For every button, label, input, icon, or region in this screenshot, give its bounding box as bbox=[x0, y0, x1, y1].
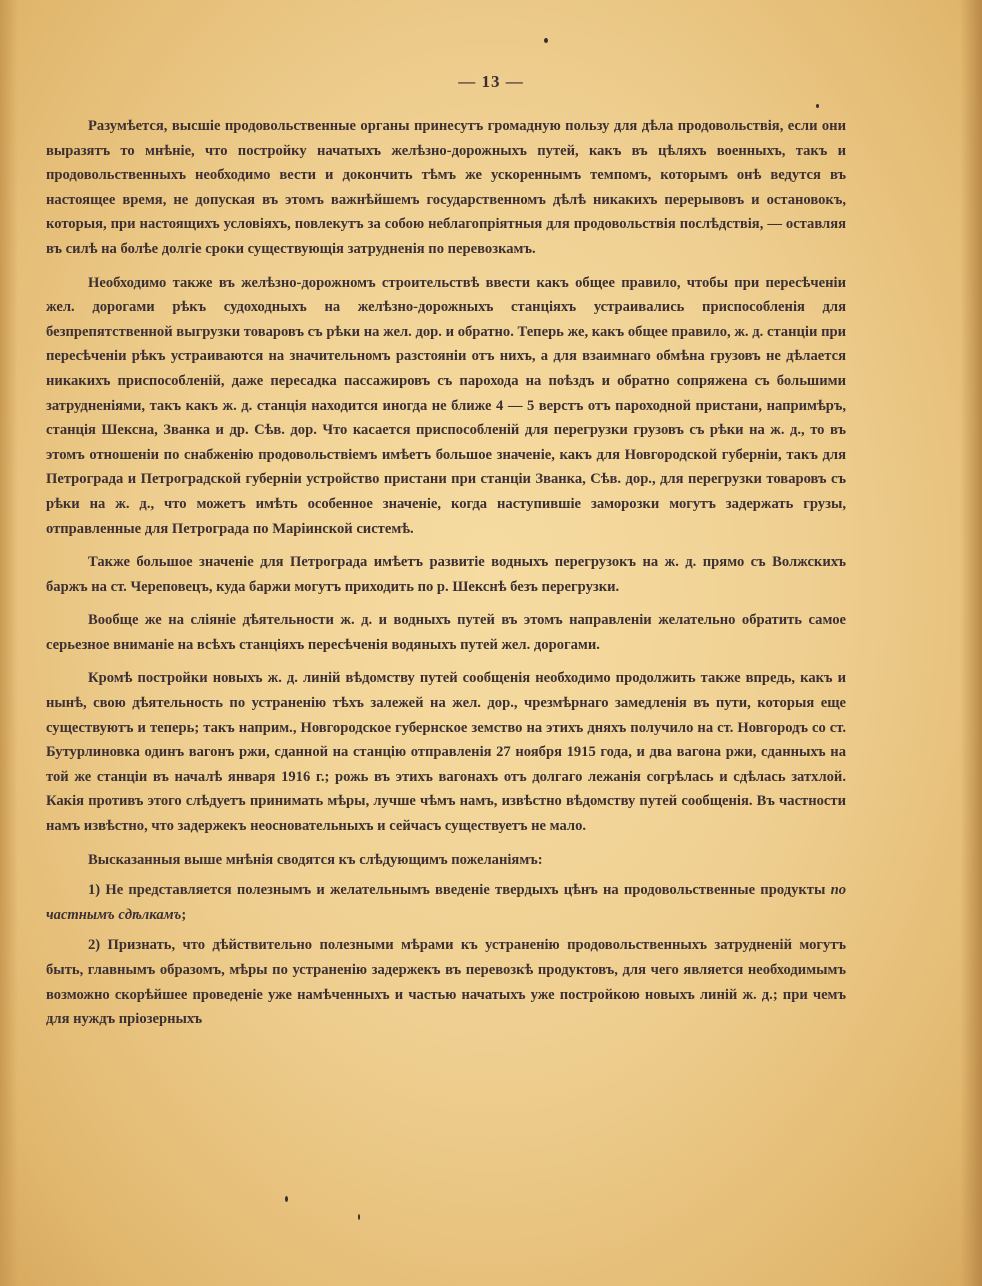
ink-speck bbox=[358, 1214, 360, 1220]
page-right-edge-shadow bbox=[960, 0, 982, 1286]
wish-item-1-end: ; bbox=[181, 906, 187, 923]
wish-item-2: 2) Признать, что дѣйствительно полезными мѣрами къ устраненію продовольственныхъ затрудненій могутъ быть, главнымъ образомъ, мѣры по устраненію задержекъ въ перевозкѣ продуктовъ, для чего является необходимымъ возможно скорѣйшее проведеніе уже намѣченныхъ и частью начатыхъ уже постройкою новыхъ линій ж. д.; при чемъ для нуждъ пріозерныхъ bbox=[46, 937, 846, 1028]
body-text bbox=[46, 114, 846, 1038]
wish-item-1 bbox=[46, 878, 846, 927]
wish-item-1-text: 1) Не представляется полезнымъ и желательнымъ введеніе твердыхъ цѣнъ на продовольственные продукты bbox=[88, 882, 831, 899]
paragraph: Необходимо также въ желѣзно-дорожномъ строительствѣ ввести какъ общее правило, чтобы при пересѣченіи жел. дорогами рѣкъ судоходныхъ на желѣзно-дорожныхъ станціяхъ устраивались приспособленія для безпрепятственной выгрузки товаровъ съ рѣки на жел. дор. и обратно. Теперь же, какъ общее правило, ж. д. станціи при пересѣченіи рѣкъ устраиваются на значительномъ разстояніи отъ нихъ, а для взаимнаго обмѣна грузовъ не дѣлается никакихъ приспособленій, даже пересадка пассажировъ съ парохода на поѣздъ и обратно сопряжена съ большими затрудненіями, такъ какъ ж. д. станція находится иногда не ближе 4 — 5 верстъ отъ пароходной пристани, напримѣръ, станція Шексна, Званка и др. Сѣв. дор. Что касается приспособленій для перегрузки грузовъ съ рѣки на ж. д., то въ этомъ отношеніи по снабженію продовольствіемъ имѣетъ большое значеніе, какъ для Новгородской губерніи, такъ для Петрограда и Петроградской губерніи устройство пристани при станціи Званка, Сѣв. дор., для перегрузки товаровъ съ рѣки на ж. д., что можетъ имѣть особенное значеніе, когда наступившіе заморозки могутъ задержать грузы, отправленные для Петрограда по Маріинской системѣ. bbox=[46, 274, 846, 537]
page-left-edge-shadow bbox=[0, 0, 18, 1286]
paragraph: Разумѣется, высшіе продовольственные органы принесутъ громадную пользу для дѣла продовольствія, если они выразятъ то мнѣніе, что постройку начатыхъ желѣзно-дорожныхъ путей, какъ въ цѣляхъ военныхъ, такъ и продовольственныхъ необходимо вести и докончить тѣмъ же ускореннымъ темпомъ, которымъ онѣ ведутся въ настоящее время, не допуская въ этомъ важнѣйшемъ государственномъ дѣлѣ никакихъ перерывовъ и остановокъ, которыя, при настоящихъ условіяхъ, повлекутъ за собою неблагопріятныя для продовольствія послѣдствія, — оставляя въ силѣ на болѣе долгіе сроки существующія затрудненія по перевозкамъ. bbox=[46, 118, 846, 257]
wish-item-1-italic: по частнымъ сдѣлкамъ bbox=[46, 882, 846, 923]
ink-speck bbox=[285, 1196, 288, 1202]
paragraph: Также большое значеніе для Петрограда имѣетъ развитіе водныхъ перегрузокъ на ж. д. прямо съ Волжскихъ баржъ на ст. Череповецъ, куда баржи могутъ приходить по р. Шекснѣ безъ перегрузки. bbox=[46, 554, 846, 595]
page-number: — 13 — bbox=[458, 72, 524, 91]
paragraph: Высказанныя выше мнѣнія сводятся къ слѣдующимъ пожеланіямъ: bbox=[88, 851, 543, 868]
paragraph: Кромѣ постройки новыхъ ж. д. линій вѣдомству путей сообщенія необходимо продолжить также впредь, какъ и нынѣ, свою дѣятельность по устраненію тѣхъ залежей на жел. дор., чрезмѣрнаго замедленія въ пути, которыя еще существуютъ и теперь; такъ наприм., Новгородское губернское земство на этихъ дняхъ получило на ст. Новгородъ со ст. Бутурлиновка одинъ вагонъ ржи, сданной на станцію отправленія 27 ноября 1915 года, и два вагона ржи, сданныхъ на той же станціи въ началѣ января 1916 г.; рожь въ этихъ вагонахъ отъ долгаго лежанія согрѣлась и сдѣлась затхлой. Какія противъ этого слѣдуетъ принимать мѣры, лучше чѣмъ намъ, извѣстно вѣдомству путей сообщенія. Въ частности намъ извѣстно, что задержекъ неосновательныхъ и сейчасъ существуетъ не мало. bbox=[46, 670, 846, 835]
ink-speck bbox=[816, 104, 819, 108]
paragraph: Вообще же на сліяніе дѣятельности ж. д. и водныхъ путей въ этомъ направленіи желательно обратить самое серьезное вниманіе на всѣхъ станціяхъ пересѣченія водяныхъ путей жел. дорогами. bbox=[46, 612, 846, 653]
ink-speck bbox=[544, 38, 548, 43]
